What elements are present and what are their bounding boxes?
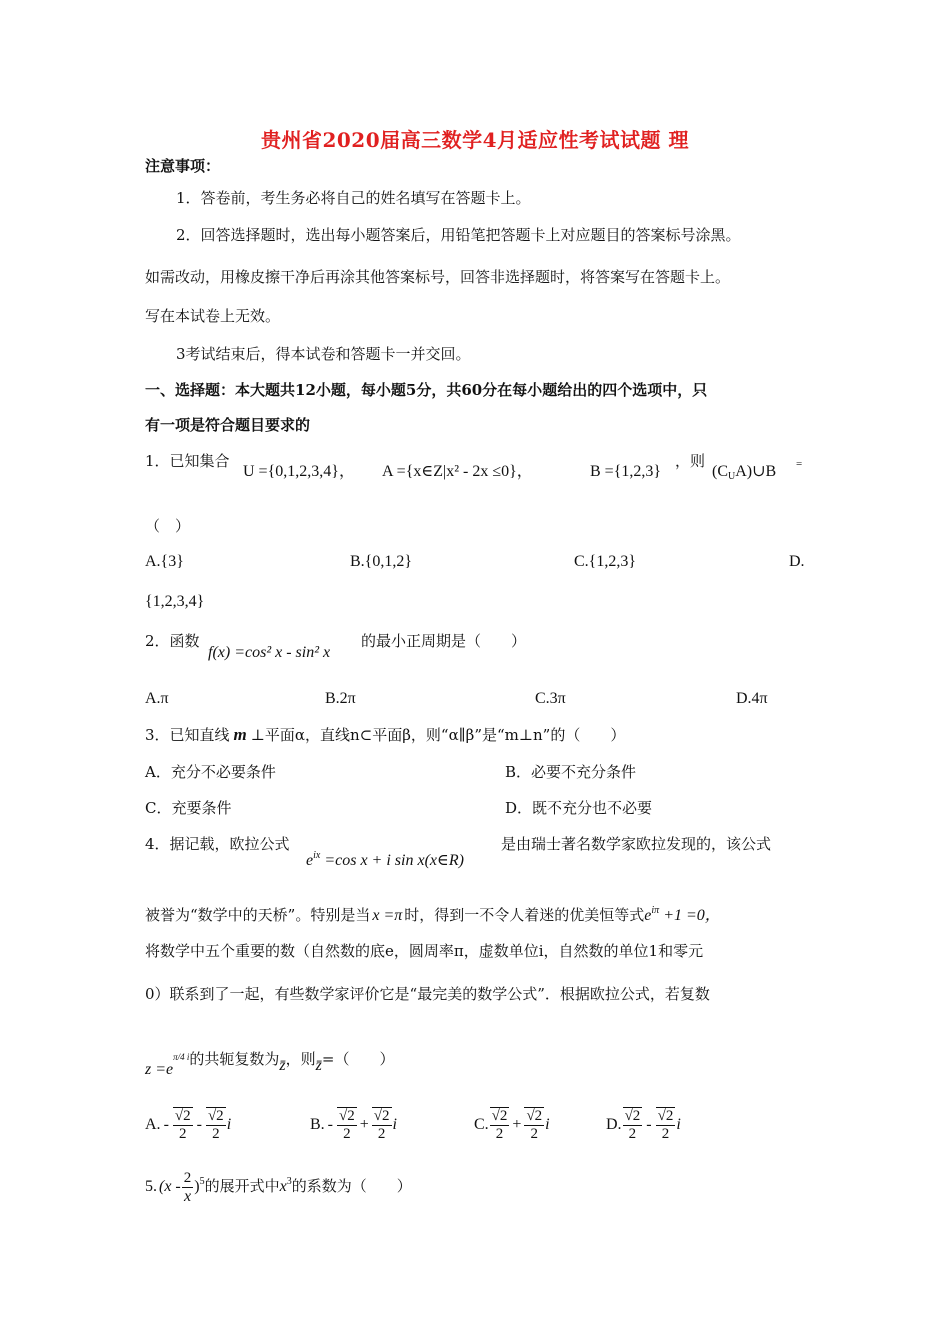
q1-option-b: B.{0,1,2} (350, 553, 413, 570)
q1-answer-paren: （ ） (145, 517, 191, 535)
fraction: $\frac{√2}{2}$ (339, 1108, 355, 1142)
q4-option-c: C. $\frac{√2}{2}$ + $\frac{√2}{2}$ i (474, 1108, 550, 1142)
q4-option-a: A. - $\frac{√2}{2}$ - $\frac{√2}{2}$ i (145, 1108, 232, 1142)
q4-euler-formula: $e^{ix} =\cos$ x + i sin x(x∈R) (306, 850, 464, 869)
q2-function: f(x) =cos² x - sin² x (208, 644, 331, 661)
section-heading-line-2: 有一项是符合题目要求的 (145, 416, 311, 434)
q4-line-1-end: 是由瑞士著名数学家欧拉发现的，该公式 (501, 835, 772, 853)
q3-stem: 3．已知直线 m ⊥平面α，直线n⊂平面β，则“α∥β”是“m⊥n”的（ ） (145, 725, 626, 744)
fraction: $\frac{√2}{2}$ (373, 1108, 390, 1142)
fraction: $\frac{√2}{2}$ (526, 1108, 543, 1142)
q4-line-2: 被誉为“数学中的天桥”。特别是当 x =π 时，得到一不令人着迷的优美恒等式$e^{i\pi} +1 =0$， (145, 905, 721, 924)
q1-equals: = (796, 458, 803, 470)
q4-line-5: $z =e^{\pi/4 i}$的共轭复数为z̄，则z̄=（ ） (145, 1050, 395, 1078)
q1-option-d: D. (789, 553, 805, 570)
fraction: $\frac{√2}{2}$ (207, 1108, 224, 1142)
q2-option-b: B.2π (325, 690, 356, 707)
q3-option-b: B．必要不充分条件 (505, 763, 637, 781)
q5-stem: 5. (x - $\frac{2}{x}$ )$^5$的展开式中$x^3$的系数为（ ） (145, 1169, 412, 1205)
q1-option-d-value: {1,2,3,4} (145, 593, 205, 610)
q3-option-a: A．充分不必要条件 (145, 763, 276, 781)
notice-item-3: 3考试结束后，得本试卷和答题卡一并交回。 (176, 345, 471, 363)
q2-question: 的最小正周期是（ ） (361, 632, 527, 650)
q3-option-d: D．既不充分也不必要 (505, 799, 653, 817)
q4-line-1-start: 4．据记载，欧拉公式 (145, 835, 290, 853)
q1-prefix: 1．已知集合 (145, 452, 230, 470)
notice-heading: 注意事项： (145, 157, 221, 175)
q4-option-d: D. $\frac{√2}{2}$ - $\frac{√2}{2}$ i (606, 1108, 681, 1142)
fraction: $\frac{√2}{2}$ (174, 1108, 191, 1142)
q2-option-a: A.π (145, 690, 169, 707)
q1-set-a: A ={x∈Z|x² - 2x ≤0}， (382, 463, 533, 480)
fraction: $\frac{2}{x}$ (183, 1169, 192, 1205)
fraction: $\frac{√2}{2}$ (657, 1108, 674, 1142)
q1-then: ，则 (675, 452, 706, 470)
q1-set-b: B ={1,2,3} (590, 463, 662, 480)
fraction: $\frac{√2}{2}$ (491, 1108, 508, 1142)
q2-option-d: D.4π (736, 690, 768, 707)
fraction: $\frac{√2}{2}$ (624, 1108, 641, 1142)
notice-item-2-line-3: 写在本试卷上无效。 (145, 307, 281, 325)
q1-expression: $(C_UA)\cup B$ (712, 463, 777, 482)
q4-line-4: 0）联系到了一起，有些数学家评价它是“最完美的数学公式”．根据欧拉公式，若复数 (145, 985, 710, 1003)
q2-option-c: C.3π (535, 690, 566, 707)
section-heading-line-1: 一、选择题：本大题共12小题，每小题5分，共60分在每小题给出的四个选项中，只 (145, 381, 708, 399)
q2-prefix: 2．函数 (145, 632, 200, 650)
q4-option-b: B. - $\frac{√2}{2}$ + $\frac{√2}{2}$ i (310, 1108, 397, 1142)
q1-set-u: U ={0,1,2,3,4}， (243, 463, 355, 480)
exam-title: 贵州省2020届高三数学4月适应性考试试题 理 (260, 128, 690, 152)
notice-item-2-line-1: 2．回答选择题时，选出每小题答案后，用铅笔把答题卡上对应题目的答案标号涂黑。 (176, 226, 741, 244)
q1-option-c: C.{1,2,3} (574, 553, 637, 570)
q3-option-c: C．充要条件 (145, 799, 232, 817)
q4-line-3: 将数学中五个重要的数（自然数的底e，圆周率π，虚数单位i，自然数的单位1和零元 (145, 942, 704, 960)
q1-option-a: A.{3} (145, 553, 184, 570)
notice-item-2-line-2: 如需改动，用橡皮擦干净后再涂其他答案标号，回答非选择题时，将答案写在答题卡上。 (145, 268, 731, 286)
notice-item-1: 1．答卷前，考生务必将自己的姓名填写在答题卡上。 (176, 189, 531, 207)
